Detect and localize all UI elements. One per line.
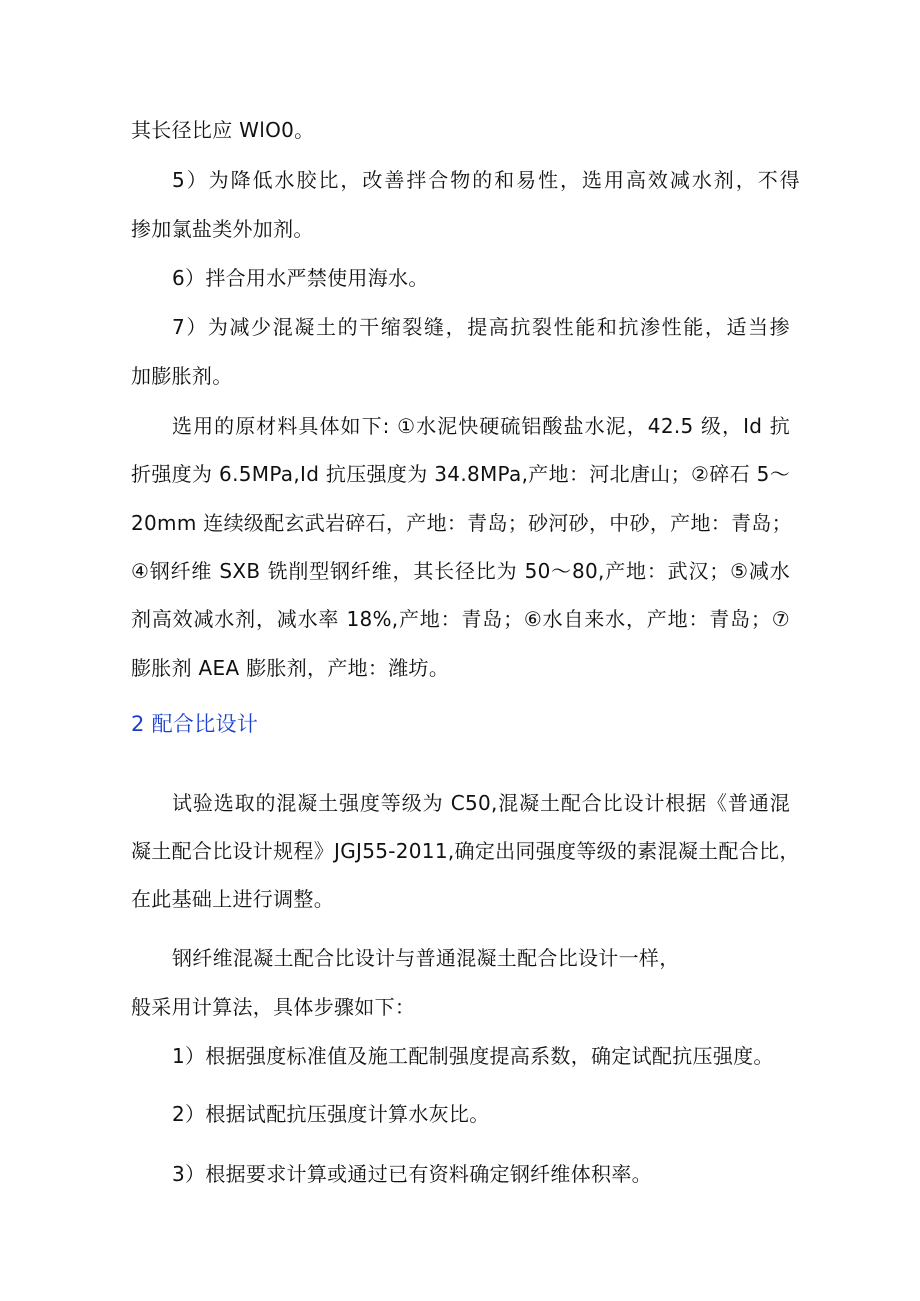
text-line: 其长径比应 WlO0。: [131, 118, 315, 142]
text-line: 在此基础上进行调整。: [131, 887, 334, 911]
text-line: ④钢纤维 SXB 铣削型钢纤维，其长径比为 50～80,产地：武汉；⑤减水: [131, 559, 790, 583]
text-line: 剂高效减水剂，减水率 18%,产地：青岛；⑥水自来水，产地：青岛；⑦: [131, 607, 790, 631]
section-heading: 2 配合比设计: [131, 712, 259, 736]
text-line: 选用的原材料具体如下: ①水泥快硬硫铝酸盐水泥，42.5 级，Id 抗: [172, 414, 790, 438]
text-line: 膨胀剂 AEA 膨胀剂，产地：潍坊。: [131, 656, 450, 680]
text-line: 20mm 连续级配玄武岩碎石，产地：青岛；砂河砂，中砂，产地：青岛；: [131, 511, 792, 535]
text-line: 试验选取的混凝土强度等级为 C50,混凝土配合比设计根据《普通混: [172, 791, 790, 815]
text-line: 钢纤维混凝土配合比设计与普通混凝土配合比设计一样，: [172, 946, 680, 970]
text-line: 2）根据试配抗压强度计算水灰比。: [172, 1102, 490, 1126]
text-line: 5）为降低水胶比，改善拌合物的和易性，选用高效减水剂，不得: [172, 168, 800, 192]
text-line: 加膨胀剂。: [131, 364, 233, 388]
text-line: 1）根据强度标准值及施工配制强度提高系数，确定试配抗压强度。: [172, 1044, 774, 1068]
text-line: 折强度为 6.5MPa,Id 抗压强度为 34.8MPa,产地：河北唐山；②碎石 5～: [131, 462, 790, 486]
text-line: 3）根据要求计算或通过已有资料确定钢纤维体积率。: [172, 1162, 652, 1186]
text-line: 掺加氯盐类外加剂。: [131, 217, 314, 241]
text-line: 7）为减少混凝土的干缩裂缝，提高抗裂性能和抗渗性能，适当掺: [172, 315, 790, 339]
text-line: 般采用计算法，具体步骤如下：: [131, 995, 416, 1019]
text-line: 6）拌合用水严禁使用海水。: [172, 266, 429, 290]
text-line: 凝土配合比设计规程》JGJ55-2011,确定出同强度等级的素混凝土配合比，: [131, 839, 800, 863]
